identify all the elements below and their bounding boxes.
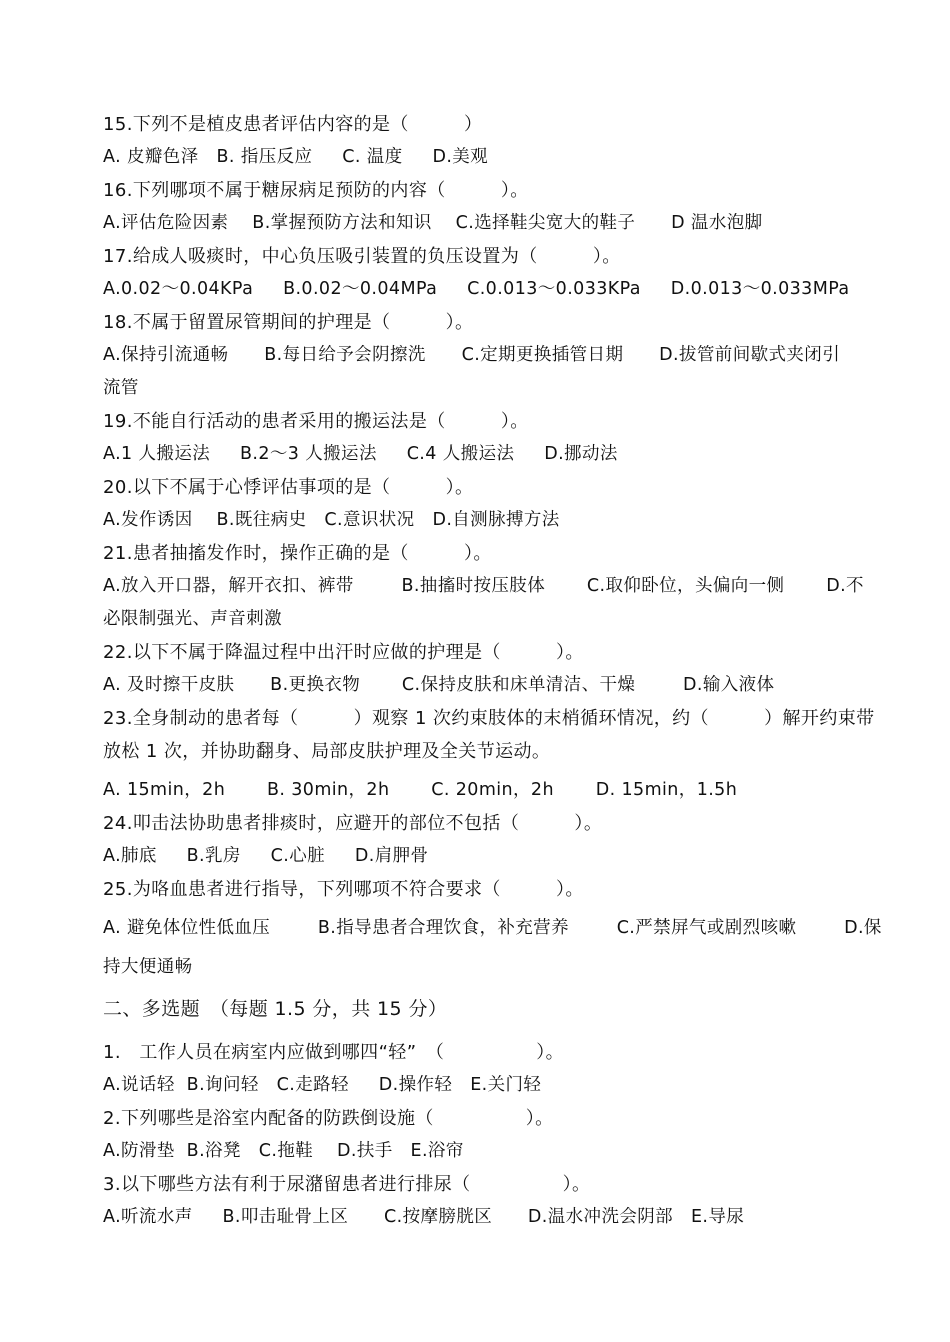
options-21 <box>103 570 883 603</box>
option-c: C.拖鞋 <box>258 1141 314 1161</box>
question-19: 19.不能自行活动的患者采用的搬运法是（ ）。 <box>103 411 529 432</box>
options-24 <box>103 840 883 873</box>
option-b: B.2～3 人搬运法 <box>239 444 377 464</box>
option-e: E.关门轻 <box>470 1075 542 1095</box>
option-c: C.0.013～0.033KPa <box>467 279 641 299</box>
option-c: C.严禁屏气或剧烈咳嗽 <box>616 918 797 938</box>
options-20 <box>103 504 883 537</box>
option-c: C.选择鞋尖宽大的鞋子 <box>455 213 636 233</box>
option-a: A. 15min，2h <box>103 780 226 800</box>
multi-options-2 <box>103 1135 883 1168</box>
option-a: A.放入开口器，解开衣扣、裤带 <box>103 576 354 596</box>
option-d: D.温水冲洗会阴部 <box>527 1207 674 1227</box>
options-21-continued: 必限制强光、声音刺激 <box>103 609 282 629</box>
option-d: D.保 <box>844 918 882 938</box>
question-23: 23.全身制动的患者每（ ）观察 1 次约束肢体的末梢循环情况，约（ ）解开约束带 <box>103 708 875 729</box>
question-24: 24.叩击法协助患者排痰时，应避开的部位不包括（ ）。 <box>103 813 603 834</box>
multi-question-3: 3.以下哪些方法有利于尿潴留患者进行排尿（ ）。 <box>103 1174 591 1195</box>
options-25 <box>103 912 883 945</box>
option-a: A.听流水声 <box>103 1207 193 1227</box>
option-b: B. 指压反应 <box>216 147 313 167</box>
option-b: B.既往病史 <box>216 510 307 530</box>
option-c: C.按摩膀胱区 <box>384 1207 493 1227</box>
option-a: A.0.02～0.04KPa <box>103 279 254 299</box>
option-b: B. 30min，2h <box>266 780 390 800</box>
option-d: D.美观 <box>432 147 489 167</box>
option-c: C.定期更换插管日期 <box>461 345 624 365</box>
option-d: D.拔管前间歇式夹闭引 <box>659 345 841 365</box>
option-b: B.指导患者合理饮食，补充营养 <box>317 918 569 938</box>
option-b: B.掌握预防方法和知识 <box>252 213 432 233</box>
option-a: A.1 人搬运法 <box>103 444 211 464</box>
question-22: 22.以下不属于降温过程中出汗时应做的护理是（ ）。 <box>103 642 584 663</box>
option-d: D.自测脉搏方法 <box>432 510 560 530</box>
options-17 <box>103 273 883 306</box>
option-b: B.乳房 <box>186 846 241 866</box>
options-16 <box>103 207 883 240</box>
option-a: A.说话轻 <box>103 1075 175 1095</box>
option-a: A.发作诱因 <box>103 510 193 530</box>
option-d: D 温水泡脚 <box>671 213 763 233</box>
option-a: A. 皮瓣色泽 <box>103 147 199 167</box>
options-25-continued: 持大便通畅 <box>103 957 193 977</box>
option-d: D. 15min，1.5h <box>595 780 738 800</box>
option-d: D.挪动法 <box>544 444 618 464</box>
option-c: C.意识状况 <box>324 510 415 530</box>
option-a: A.肺底 <box>103 846 157 866</box>
question-20: 20.以下不属于心悸评估事项的是（ ）。 <box>103 477 474 498</box>
option-b: B.每日给予会阴擦洗 <box>264 345 426 365</box>
option-b: B.抽搐时按压肢体 <box>401 576 546 596</box>
option-c: C.4 人搬运法 <box>406 444 515 464</box>
multi-question-1: 1. 工作人员在病室内应做到哪四“轻” （ ）。 <box>103 1042 565 1063</box>
option-b: B.0.02～0.04MPa <box>283 279 438 299</box>
options-18-continued: 流管 <box>103 378 139 398</box>
option-d: D.肩胛骨 <box>354 846 429 866</box>
option-c: C.心脏 <box>270 846 326 866</box>
options-15 <box>103 141 883 174</box>
question-15: 15.下列不是植皮患者评估内容的是（ ） <box>103 114 483 135</box>
option-d: D.0.013～0.033MPa <box>670 279 850 299</box>
option-e: E.导尿 <box>690 1207 745 1227</box>
options-23 <box>103 774 883 807</box>
option-a: A. 避免体位性低血压 <box>103 918 271 938</box>
question-16: 16.下列哪项不属于糖尿病足预防的内容（ ）。 <box>103 180 529 201</box>
multi-options-1 <box>103 1069 883 1102</box>
option-d: D.扶手 <box>336 1141 393 1161</box>
question-25: 25.为咯血患者进行指导，下列哪项不符合要求（ ）。 <box>103 879 584 900</box>
option-d: D.不 <box>826 576 864 596</box>
option-c: C. 20min，2h <box>431 780 554 800</box>
option-a: A.评估危险因素 <box>103 213 229 233</box>
option-d: D.输入液体 <box>682 675 775 695</box>
question-18: 18.不属于留置尿管期间的护理是（ ）。 <box>103 312 474 333</box>
option-b: B.更换衣物 <box>270 675 361 695</box>
question-17: 17.给成人吸痰时，中心负压吸引装置的负压设置为（ ）。 <box>103 246 621 267</box>
question-21: 21.患者抽搐发作时，操作正确的是（ ）。 <box>103 543 492 564</box>
question-23-continued: 放松 1 次，并协助翻身、局部皮肤护理及全关节运动。 <box>103 741 551 762</box>
options-18 <box>103 339 883 372</box>
exam-content <box>103 108 883 1234</box>
section-title-multiple-choice: 二、多选题 （每题 1.5 分，共 15 分） <box>103 998 448 1020</box>
option-d: D.操作轻 <box>378 1075 453 1095</box>
option-a: A.保持引流通畅 <box>103 345 229 365</box>
multi-options-3 <box>103 1201 883 1234</box>
option-e: E.浴帘 <box>410 1141 464 1161</box>
option-b: B.叩击耻骨上区 <box>222 1207 349 1227</box>
options-19 <box>103 438 883 471</box>
option-c: C.取仰卧位，头偏向一侧 <box>586 576 785 596</box>
option-b: B.询问轻 <box>186 1075 259 1095</box>
option-c: C.走路轻 <box>276 1075 349 1095</box>
option-a: A.防滑垫 <box>103 1141 175 1161</box>
option-b: B.浴凳 <box>186 1141 241 1161</box>
option-c: C.保持皮肤和床单清洁、干燥 <box>401 675 636 695</box>
options-22 <box>103 669 883 702</box>
option-c: C. 温度 <box>342 147 403 167</box>
option-a: A. 及时擦干皮肤 <box>103 675 235 695</box>
multi-question-2: 2.下列哪些是浴室内配备的防跌倒设施（ ）。 <box>103 1108 554 1129</box>
